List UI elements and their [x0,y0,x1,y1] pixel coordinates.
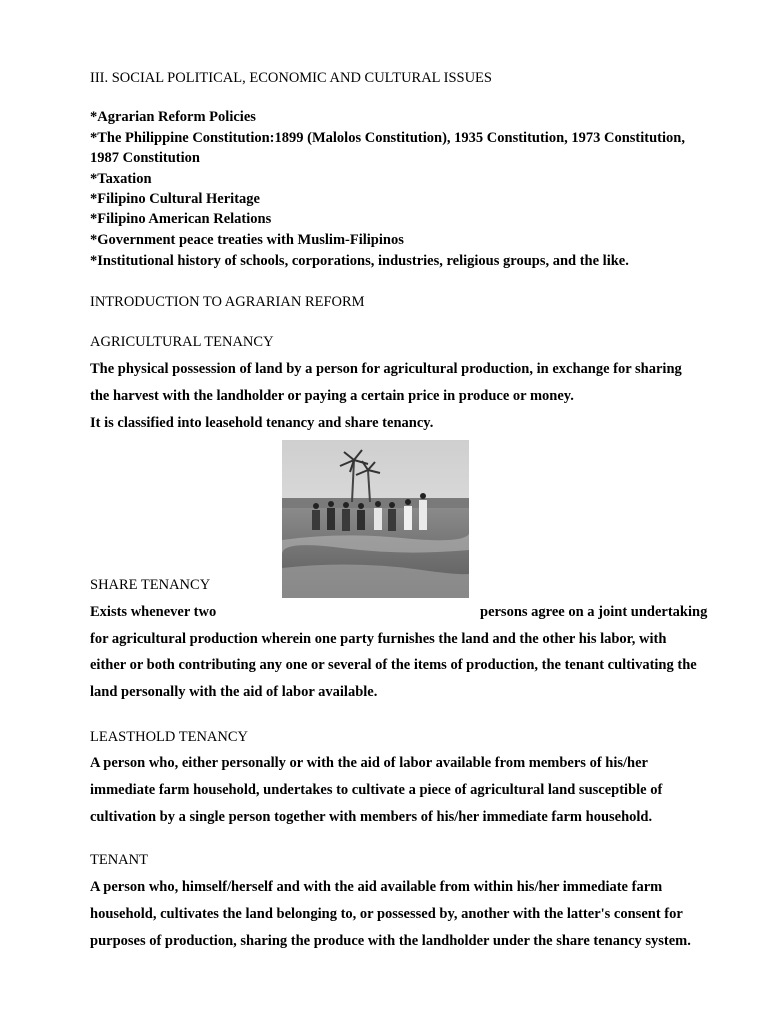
issue-item: *Institutional history of schools, corporations, industries, religious groups, and the like. [90,253,629,269]
issue-item: *Taxation [90,171,152,187]
section-title: III. SOCIAL POLITICAL, ECONOMIC AND CULTURAL ISSUES [90,70,492,86]
intro-heading: INTRODUCTION TO AGRARIAN REFORM [90,294,365,310]
body-line: for agricultural production wherein one party furnishes the land and the other his labor, with [90,631,667,647]
body-line: A person who, himself/herself and with the aid available from within his/her immediate farm [90,879,663,895]
tenant-heading: TENANT [90,852,148,868]
body-line: A person who, either personally or with the aid of labor available from members of his/her [90,755,648,771]
issue-item: *Filipino American Relations [90,211,272,227]
body-line: the harvest with the landholder or paying a certain price in produce or money. [90,388,574,404]
leasehold-tenancy-heading: LEASTHOLD TENANCY [90,729,249,745]
farm-workers-photo [282,440,469,598]
issue-item: *Agrarian Reform Policies [90,109,256,125]
body-line: purposes of production, sharing the produce with the landholder under the share tenancy system. [90,933,691,949]
issue-item: *Government peace treaties with Muslim-Filipinos [90,232,404,248]
share-tenancy-heading: SHARE TENANCY [90,577,211,593]
body-line: either or both contributing any one or several of the items of production, the tenant cultivating the [90,657,697,673]
body-line: land personally with the aid of labor available. [90,684,378,700]
body-line: persons agree on a joint undertaking [480,604,708,620]
body-line: immediate farm household, undertakes to cultivate a piece of agricultural land susceptible of [90,782,663,798]
body-line: It is classified into leasehold tenancy and share tenancy. [90,415,434,431]
body-line: Exists whenever two [90,604,217,620]
issue-item: *The Philippine Constitution:1899 (Malolos Constitution), 1935 Constitution, 1973 Constitution, [90,130,685,146]
body-line: The physical possession of land by a person for agricultural production, in exchange for sharing [90,361,682,377]
agricultural-tenancy-heading: AGRICULTURAL TENANCY [90,334,274,350]
issue-item: *Filipino Cultural Heritage [90,191,260,207]
body-line: cultivation by a single person together with members of his/her immediate farm household. [90,809,653,825]
issue-item: 1987 Constitution [90,150,200,166]
body-line: household, cultivates the land belonging to, or possessed by, another with the latter's consent for [90,906,683,922]
